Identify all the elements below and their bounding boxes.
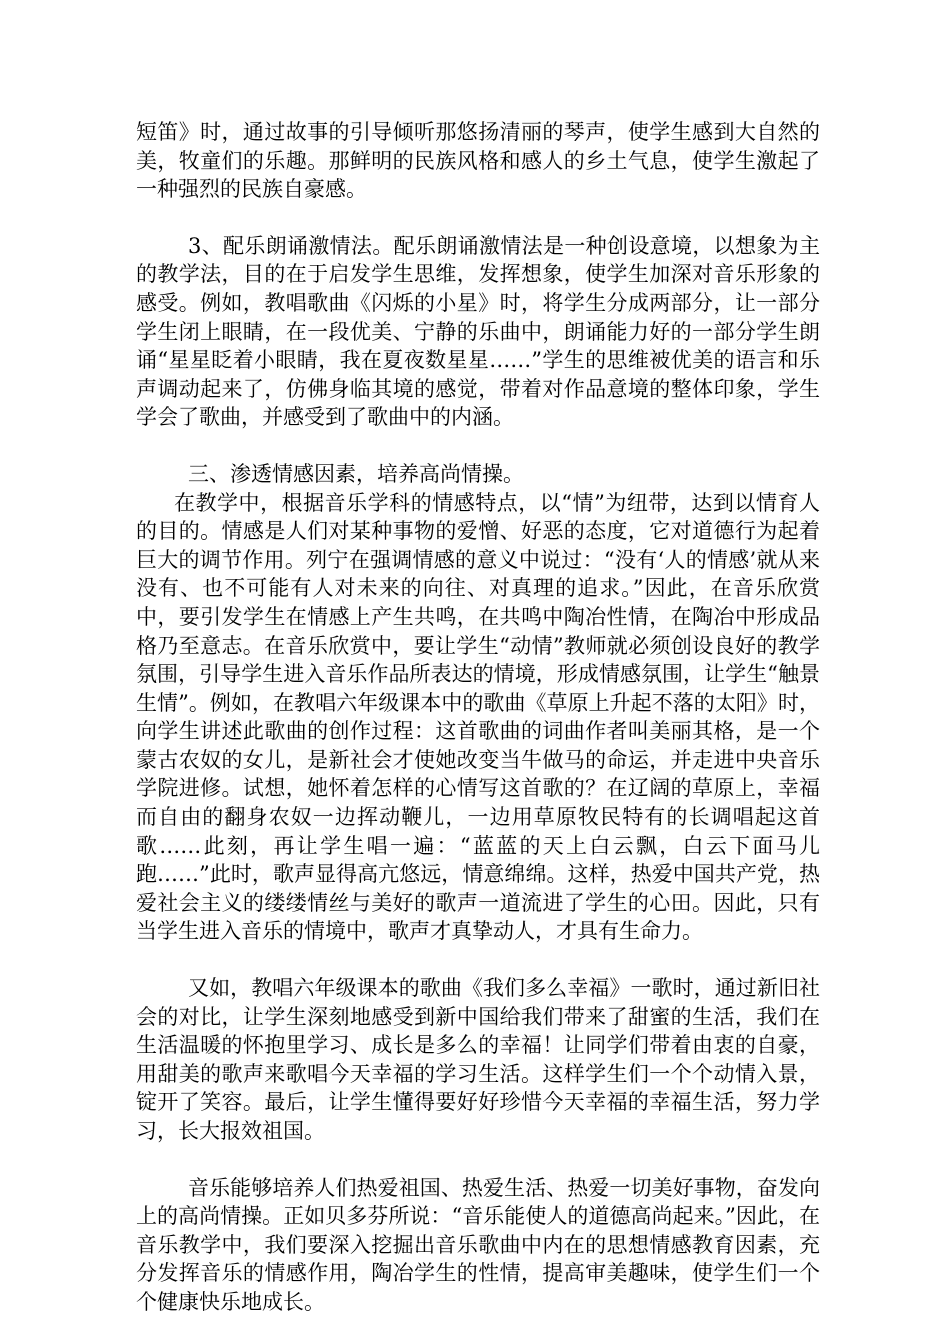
paragraph-gap <box>136 432 820 460</box>
paragraph-gap <box>136 946 820 974</box>
paragraph-gap <box>136 1146 820 1174</box>
paragraph-continuation: 短笛》时，通过故事的引导倾听那悠扬清丽的琴声，使学生感到大自然的美，牧童们的乐趣。那鲜明的民族风格和感人的乡土气息，使学生激起了一种强烈的民族自豪感。 <box>136 120 820 202</box>
paragraph-method-3: 3、配乐朗诵激情法。配乐朗诵激情法是一种创设意境，以想象为主的教学法，目的在于启发学生思维，发挥想象，使学生加深对音乐形象的感受。例如，教唱歌曲《闪烁的小星》时，将学生分成两部分，让一部分学生闭上眼睛，在一段优美、宁静的乐曲中，朗诵能力好的一部分学生朗诵“星星眨着小眼睛，我在夏夜数星星……”学生的思维被优美的语言和乐声调动起来了，仿佛身临其境的感觉，带着对作品意境的整体印象，学生学会了歌曲，并感受到了歌曲中的内涵。 <box>136 233 820 430</box>
paragraph-conclusion: 音乐能够培养人们热爱祖国、热爱生活、热爱一切美好事物，奋发向上的高尚情操。正如贝多芬所说：“音乐能使人的道德高尚起来。”因此，在音乐教学中，我们要深入挖掘出音乐歌曲中内在的思想情感教育因素，充分发挥音乐的情感作用，陶冶学生的性情，提高审美趣味，使学生们一个个健康快乐地成长。 <box>136 1175 820 1314</box>
document-body <box>136 118 820 1317</box>
paragraph-emotion: 在教学中，根据音乐学科的情感特点，以“情”为纽带，达到以情育人的目的。情感是人们对某种事物的爱憎、好恶的态度，它对道德行为起着巨大的调节作用。列宁在强调情感的意义中说过：“没有‘人的情感’就从来没有、也不可能有人对未来的向往、对真理的追求。”因此，在音乐欣赏中，要引发学生在情感上产生共鸣，在共鸣中陶冶性情，在陶冶中形成品格乃至意志。在音乐欣赏中，要让学生“动情”教师就必须创设良好的教学氛围，引导学生进入音乐作品所表达的情境，形成情感氛围，让学生“触景生情”。例如，在教唱六年级课本中的歌曲《草原上升起不落的太阳》时，向学生讲述此歌曲的创作过程：这首歌曲的词曲作者叫美丽其格，是一个蒙古农奴的女儿，是新社会才使她改变当牛做马的命运，并走进中央音乐学院进修。试想，她怀着怎样的心情写这首歌的？在辽阔的草原上，幸福而自由的翻身农奴一边挥动鞭儿，一边用草原牧民特有的长调唱起这首歌……此刻，再让学生唱一遍：“蓝蓝的天上白云飘，白云下面马儿跑……”此时，歌声显得高亢悠远，情意绵绵。这样，热爱中国共产党，热爱社会主义的缕缕情丝与美好的歌声一道流进了学生的心田。因此，只有当学生进入音乐的情境中，歌声才真挚动人，才具有生命力。 <box>136 490 820 944</box>
paragraph-example: 又如，教唱六年级课本的歌曲《我们多么幸福》一歌时，通过新旧社会的对比，让学生深刻地感受到新中国给我们带来了甜蜜的生活，我们在生活温暖的怀抱里学习、成长是多么的幸福！让同学们带着由衷的自豪，用甜美的歌声来歌唱今天幸福的学习生活。这样学生们一个个动情入景，锭开了笑容。最后，让学生懂得要好好珍惜今天幸福的幸福生活，努力学习，长大报效祖国。 <box>136 976 820 1143</box>
paragraph-gap <box>136 204 820 232</box>
section-heading: 三、渗透情感因素，培养高尚情操。 <box>188 461 524 486</box>
